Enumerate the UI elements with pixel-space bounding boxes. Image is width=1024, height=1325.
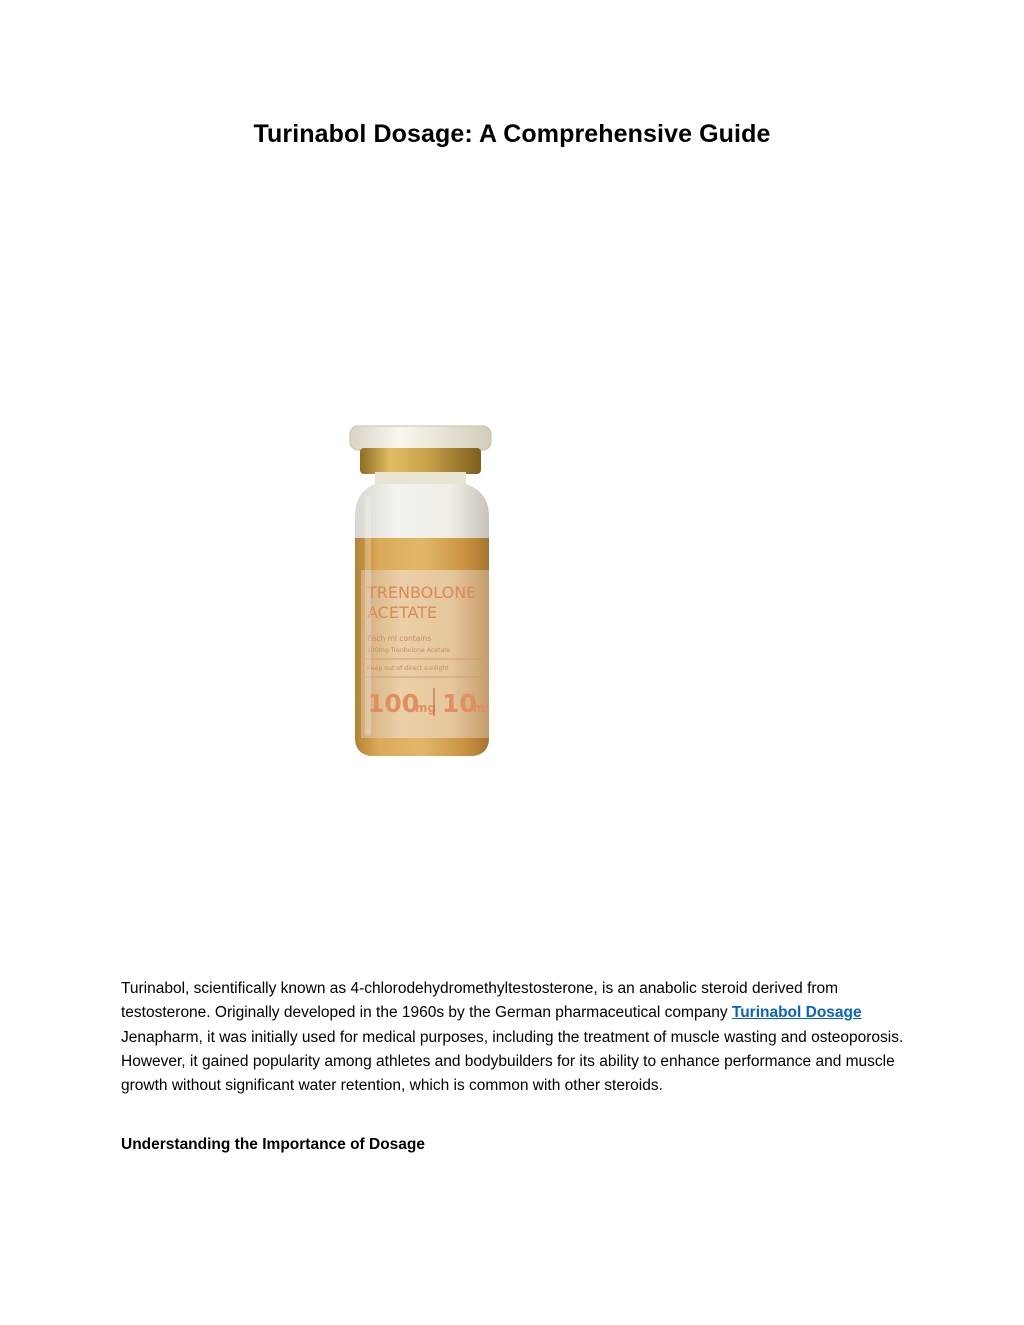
vial-label-line3: Each ml contains <box>367 634 432 643</box>
vial-label-line1: TRENBOLONE <box>367 583 477 602</box>
vial-label-line4: 100mg Trenbolone Acetate <box>367 647 451 654</box>
vial-label-dose: 100 <box>367 689 420 718</box>
intro-text-before-link: Turinabol, scientifically known as 4-chlorodehydromethyltestosterone, is an anabolic steroid derived from testosterone. Originally developed in the 1960s by the German pharmaceutical company <box>121 980 839 1022</box>
vial-label-dose-unit: mg <box>415 701 437 715</box>
product-vial-image <box>345 420 500 765</box>
intro-text-after-link: Jenapharm, it was initially used for medical purposes, including the treatment of muscle wasting and osteoporosis. However, it gained popularity among athletes and bodybuilders for its ability to enhance performance and muscle growth without significant water retention, which is common with other steroids. <box>121 1028 904 1095</box>
vial-label-volume-unit: ml <box>473 701 490 715</box>
vial-label-volume: 10 <box>442 689 477 718</box>
vial-label-line2: ACETATE <box>367 603 438 622</box>
page-title: Turinabol Dosage: A Comprehensive Guide <box>253 120 771 148</box>
intro-paragraph <box>121 977 911 1098</box>
turinabol-dosage-link[interactable]: Turinabol Dosage <box>731 1004 862 1022</box>
section-heading: Understanding the Importance of Dosage <box>121 1136 426 1153</box>
vial-label-line5: Keep out of direct sunlight <box>367 665 449 672</box>
medicine-vial-image <box>345 420 500 765</box>
